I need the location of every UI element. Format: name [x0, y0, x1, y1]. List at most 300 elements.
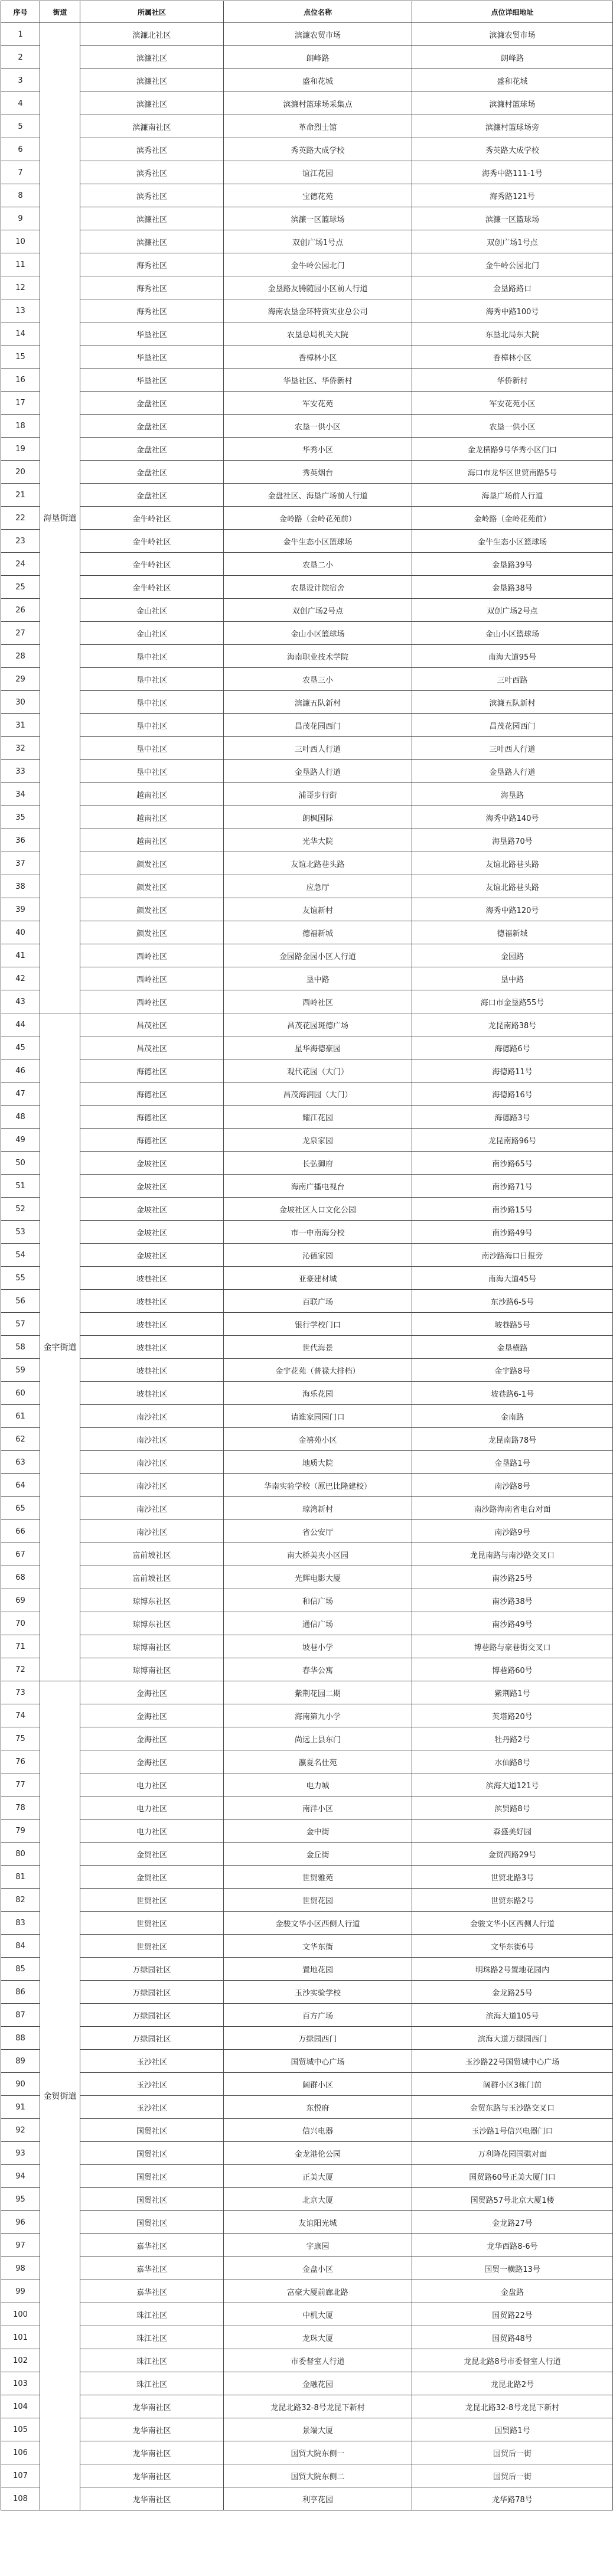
cell-no: 78 [1, 1796, 40, 1819]
cell-address: 南沙路9号 [412, 1520, 613, 1543]
cell-site: 北京大厦 [224, 2188, 412, 2211]
cell-site: 农垦一供小区 [224, 415, 412, 438]
cell-community: 电力社区 [80, 1819, 224, 1843]
cell-site: 文华东街 [224, 1935, 412, 1958]
table-row [1, 1175, 613, 1198]
cell-site: 滨濂村篮球场采集点 [224, 92, 412, 115]
cell-address: 博巷路60号 [412, 1658, 613, 1681]
cell-community: 垦中社区 [80, 645, 224, 668]
cell-address: 金贸西路29号 [412, 1843, 613, 1866]
cell-address: 香樟林小区 [412, 345, 613, 369]
table-row [1, 1796, 613, 1819]
cell-no: 56 [1, 1290, 40, 1313]
cell-site: 华南实验学校（原巴比隆建校） [224, 1474, 412, 1497]
cell-no: 98 [1, 2257, 40, 2280]
table-row [1, 138, 613, 161]
cell-no: 16 [1, 369, 40, 392]
cell-no: 104 [1, 2395, 40, 2418]
cell-no: 79 [1, 1819, 40, 1843]
cell-community: 龙华南社区 [80, 2395, 224, 2418]
cell-street: 海垦街道 [40, 23, 80, 1013]
cell-community: 国贸社区 [80, 2119, 224, 2142]
cell-community: 万绿园社区 [80, 2004, 224, 2027]
cell-no: 2 [1, 46, 40, 69]
table-row [1, 438, 613, 461]
table-row [1, 2188, 613, 2211]
cell-community: 珠江社区 [80, 2326, 224, 2349]
cell-no: 34 [1, 783, 40, 806]
table-row [1, 1082, 613, 1106]
cell-address: 玉沙路22号国贸城中心广场 [412, 2050, 613, 2073]
cell-community: 滨濂社区 [80, 230, 224, 253]
cell-site: 电力城 [224, 1773, 412, 1796]
cell-community: 嘉华社区 [80, 2234, 224, 2257]
cell-community: 南沙社区 [80, 1428, 224, 1451]
cell-community: 金坡社区 [80, 1175, 224, 1198]
collection-sites-table [1, 1, 613, 2510]
cell-site: 南大桥美夹小区园 [224, 1543, 412, 1566]
cell-address: 国贸路1号 [412, 2418, 613, 2441]
cell-community: 金山社区 [80, 622, 224, 645]
cell-site: 金牛岭公园北门 [224, 253, 412, 276]
cell-no: 93 [1, 2142, 40, 2165]
cell-address: 龙昆南路78号 [412, 1428, 613, 1451]
cell-no: 8 [1, 184, 40, 207]
cell-address: 三叶西人行道 [412, 737, 613, 760]
cell-site: 地质大院 [224, 1451, 412, 1474]
cell-address: 国贸后一街 [412, 2464, 613, 2487]
table-row [1, 806, 613, 829]
cell-address: 水仙路8号 [412, 1750, 613, 1773]
cell-community: 世贸社区 [80, 1912, 224, 1935]
cell-community: 西岭社区 [80, 967, 224, 990]
cell-address: 友谊北路巷头路 [412, 875, 613, 898]
cell-site: 垦中路 [224, 967, 412, 990]
cell-no: 26 [1, 599, 40, 622]
cell-no: 94 [1, 2165, 40, 2188]
cell-site: 金盘小区 [224, 2257, 412, 2280]
table-row [1, 1750, 613, 1773]
cell-address: 博巷路与豪巷街交叉口 [412, 1635, 613, 1658]
cell-no: 30 [1, 691, 40, 714]
cell-site: 昌茂花园西门 [224, 714, 412, 737]
cell-community: 万绿园社区 [80, 2027, 224, 2050]
cell-community: 国贸社区 [80, 2188, 224, 2211]
cell-no: 10 [1, 230, 40, 253]
cell-no: 18 [1, 415, 40, 438]
cell-address: 国贸路60号正美大厦门口 [412, 2165, 613, 2188]
cell-address: 南海大道95号 [412, 645, 613, 668]
cell-no: 86 [1, 1981, 40, 2004]
cell-no: 66 [1, 1520, 40, 1543]
cell-address: 滨海大道万绿园西门 [412, 2027, 613, 2050]
cell-no: 72 [1, 1658, 40, 1681]
cell-site: 星华海德豪园 [224, 1036, 412, 1059]
cell-no: 106 [1, 2441, 40, 2464]
cell-site: 革命烈士馆 [224, 115, 412, 138]
cell-community: 琼博南社区 [80, 1635, 224, 1658]
table-row [1, 2142, 613, 2165]
cell-community: 金坡社区 [80, 1198, 224, 1221]
table-row [1, 1589, 613, 1612]
table-row [1, 760, 613, 783]
cell-address: 金园路 [412, 944, 613, 967]
cell-site: 双创广场1号点 [224, 230, 412, 253]
cell-address: 国贸路48号 [412, 2326, 613, 2349]
cell-site: 金丘街 [224, 1843, 412, 1866]
cell-community: 珠江社区 [80, 2303, 224, 2326]
cell-site: 东悦府 [224, 2096, 412, 2119]
cell-site: 观代花园（大门） [224, 1059, 412, 1082]
cell-site: 春华公寓 [224, 1658, 412, 1681]
cell-site: 龙昆北路32-8号龙昆下新村 [224, 2395, 412, 2418]
cell-no: 85 [1, 1958, 40, 1981]
cell-address: 南海大道45号 [412, 1267, 613, 1290]
cell-site: 农垦三小 [224, 668, 412, 691]
cell-address: 海德路16号 [412, 1082, 613, 1106]
cell-address: 海德路6号 [412, 1036, 613, 1059]
cell-community: 嘉华社区 [80, 2280, 224, 2303]
cell-site: 农垦总局机关大院 [224, 322, 412, 345]
table-row [1, 875, 613, 898]
cell-site: 正美大厦 [224, 2165, 412, 2188]
cell-no: 29 [1, 668, 40, 691]
cell-community: 金海社区 [80, 1704, 224, 1727]
cell-no: 42 [1, 967, 40, 990]
cell-address: 海垦广场前人行道 [412, 484, 613, 507]
table-row [1, 2464, 613, 2487]
cell-site: 市一中南海分校 [224, 1221, 412, 1244]
cell-site: 亚豪建材城 [224, 1267, 412, 1290]
cell-community: 海德社区 [80, 1106, 224, 1129]
cell-site: 秀英路大成学校 [224, 138, 412, 161]
header-street: 街道 [40, 1, 80, 23]
cell-community: 南沙社区 [80, 1474, 224, 1497]
table-row [1, 1543, 613, 1566]
cell-address: 海秀路121号 [412, 184, 613, 207]
cell-no: 27 [1, 622, 40, 645]
cell-community: 金盘社区 [80, 461, 224, 484]
table-row [1, 1267, 613, 1290]
cell-site: 金融花园 [224, 2372, 412, 2395]
cell-no: 63 [1, 1451, 40, 1474]
cell-site: 国贸大院东侧二 [224, 2464, 412, 2487]
cell-no: 46 [1, 1059, 40, 1082]
cell-address: 国贸后一街 [412, 2441, 613, 2464]
cell-no: 36 [1, 829, 40, 852]
cell-community: 昌茂社区 [80, 1036, 224, 1059]
cell-address: 滨濂村篮球场 [412, 92, 613, 115]
cell-address: 金贸东路与玉沙路交叉口 [412, 2096, 613, 2119]
cell-address: 坡巷路5号 [412, 1313, 613, 1336]
cell-site: 昌茂海润园（大门） [224, 1082, 412, 1106]
table-row [1, 2303, 613, 2326]
cell-address: 双创广场2号点 [412, 599, 613, 622]
cell-site: 西岭社区 [224, 990, 412, 1013]
cell-community: 国贸社区 [80, 2142, 224, 2165]
cell-no: 5 [1, 115, 40, 138]
cell-no: 73 [1, 1681, 40, 1704]
cell-community: 颜发社区 [80, 852, 224, 875]
table-row [1, 92, 613, 115]
cell-community: 越南社区 [80, 806, 224, 829]
table-row [1, 990, 613, 1013]
cell-community: 世贸社区 [80, 1889, 224, 1912]
cell-community: 金海社区 [80, 1750, 224, 1773]
cell-site: 滨濂一区篮球场 [224, 207, 412, 230]
cell-community: 金牛岭社区 [80, 530, 224, 553]
table-row [1, 645, 613, 668]
cell-site: 海乐花园 [224, 1382, 412, 1405]
cell-no: 82 [1, 1889, 40, 1912]
cell-site: 华秀小区 [224, 438, 412, 461]
table-row [1, 253, 613, 276]
cell-site: 金骏文华小区西侧人行道 [224, 1912, 412, 1935]
cell-community: 金贸社区 [80, 1866, 224, 1889]
cell-address: 龙昆南路38号 [412, 1013, 613, 1036]
cell-site: 银行学校门口 [224, 1313, 412, 1336]
cell-address: 东沙路6-5号 [412, 1290, 613, 1313]
cell-no: 50 [1, 1152, 40, 1175]
cell-no: 12 [1, 276, 40, 299]
cell-community: 国贸社区 [80, 2211, 224, 2234]
cell-no: 14 [1, 322, 40, 345]
cell-no: 65 [1, 1497, 40, 1520]
cell-community: 金海社区 [80, 1727, 224, 1750]
table-row [1, 1958, 613, 1981]
cell-community: 颜发社区 [80, 875, 224, 898]
cell-community: 西岭社区 [80, 990, 224, 1013]
cell-community: 滨秀社区 [80, 184, 224, 207]
cell-no: 4 [1, 92, 40, 115]
cell-community: 滨濂社区 [80, 69, 224, 92]
cell-site: 世代海景 [224, 1336, 412, 1359]
cell-site: 市委督室人行道 [224, 2349, 412, 2372]
cell-community: 世贸社区 [80, 1935, 224, 1958]
cell-address: 坡巷路6-1号 [412, 1382, 613, 1405]
table-row [1, 1382, 613, 1405]
cell-no: 95 [1, 2188, 40, 2211]
table-row [1, 276, 613, 299]
table-row [1, 207, 613, 230]
cell-site: 琼湾新村 [224, 1497, 412, 1520]
cell-address: 海德路11号 [412, 1059, 613, 1082]
cell-community: 嘉华社区 [80, 2257, 224, 2280]
cell-no: 71 [1, 1635, 40, 1658]
header-no: 序号 [1, 1, 40, 23]
cell-address: 万利隆花园国骐对面 [412, 2142, 613, 2165]
table-row [1, 1866, 613, 1889]
cell-no: 62 [1, 1428, 40, 1451]
cell-no: 28 [1, 645, 40, 668]
cell-address: 朗峰路 [412, 46, 613, 69]
cell-community: 金盘社区 [80, 415, 224, 438]
table-row [1, 1290, 613, 1313]
table-row [1, 1912, 613, 1935]
cell-address: 滨海大道121号 [412, 1773, 613, 1796]
cell-no: 101 [1, 2326, 40, 2349]
cell-community: 南沙社区 [80, 1451, 224, 1474]
cell-address: 金垦路路口 [412, 276, 613, 299]
cell-no: 6 [1, 138, 40, 161]
cell-site: 紫荆花园二期 [224, 1681, 412, 1704]
table-row [1, 23, 613, 46]
table-row [1, 921, 613, 944]
cell-address: 海德路3号 [412, 1106, 613, 1129]
table-row [1, 576, 613, 599]
table-row [1, 415, 613, 438]
cell-address: 南沙路海口日报旁 [412, 1244, 613, 1267]
cell-site: 军安花苑 [224, 392, 412, 415]
cell-no: 52 [1, 1198, 40, 1221]
cell-address: 阔群小区3栋门前 [412, 2073, 613, 2096]
cell-no: 59 [1, 1359, 40, 1382]
table-row [1, 599, 613, 622]
cell-site: 坡巷小学 [224, 1635, 412, 1658]
cell-no: 24 [1, 553, 40, 576]
table-row [1, 1013, 613, 1036]
cell-community: 海秀社区 [80, 253, 224, 276]
cell-community: 垦中社区 [80, 760, 224, 783]
cell-no: 99 [1, 2280, 40, 2303]
cell-no: 17 [1, 392, 40, 415]
cell-no: 68 [1, 1566, 40, 1589]
cell-community: 坡巷社区 [80, 1267, 224, 1290]
cell-site: 光华大院 [224, 829, 412, 852]
cell-address: 金龙路27号 [412, 2211, 613, 2234]
cell-community: 富前坡社区 [80, 1543, 224, 1566]
cell-address: 南沙路25号 [412, 1566, 613, 1589]
table-row [1, 2418, 613, 2441]
cell-community: 海秀社区 [80, 299, 224, 322]
cell-site: 金山小区篮球场 [224, 622, 412, 645]
cell-address: 金龙横路9号华秀小区门口 [412, 438, 613, 461]
table-row [1, 2372, 613, 2395]
cell-community: 越南社区 [80, 829, 224, 852]
cell-site: 尚远上县东门 [224, 1727, 412, 1750]
cell-no: 35 [1, 806, 40, 829]
cell-address: 昌茂花园西门 [412, 714, 613, 737]
cell-address: 三叶西路 [412, 668, 613, 691]
table-row [1, 507, 613, 530]
cell-no: 70 [1, 1612, 40, 1635]
cell-address: 龙昆南路96号 [412, 1129, 613, 1152]
table-row [1, 1451, 613, 1474]
cell-site: 农垦设计院宿舍 [224, 576, 412, 599]
cell-community: 坡巷社区 [80, 1382, 224, 1405]
cell-no: 76 [1, 1750, 40, 1773]
cell-address: 金宇路8号 [412, 1359, 613, 1382]
table-row [1, 1935, 613, 1958]
cell-site: 金禧苑小区 [224, 1428, 412, 1451]
table-row [1, 829, 613, 852]
table-row [1, 1244, 613, 1267]
cell-address: 金牛生态小区篮球场 [412, 530, 613, 553]
cell-address: 海秀中路111-1号 [412, 161, 613, 184]
cell-address: 南沙路65号 [412, 1152, 613, 1175]
cell-address: 南沙路49号 [412, 1612, 613, 1635]
cell-no: 80 [1, 1843, 40, 1866]
cell-no: 13 [1, 299, 40, 322]
cell-address: 华侨新村 [412, 369, 613, 392]
cell-site: 友谊阳光城 [224, 2211, 412, 2234]
cell-no: 41 [1, 944, 40, 967]
cell-site: 玉沙实验学校 [224, 1981, 412, 2004]
cell-site: 滨濂五队新村 [224, 691, 412, 714]
cell-community: 龙华南社区 [80, 2418, 224, 2441]
cell-site: 金牛生态小区篮球场 [224, 530, 412, 553]
table-row [1, 115, 613, 138]
table-row [1, 668, 613, 691]
table-row [1, 1981, 613, 2004]
table-row [1, 2050, 613, 2073]
cell-no: 83 [1, 1912, 40, 1935]
table-row [1, 2487, 613, 2510]
table-row [1, 553, 613, 576]
cell-site: 朗峰路 [224, 46, 412, 69]
cell-site: 友谊北路巷头路 [224, 852, 412, 875]
table-row [1, 1221, 613, 1244]
cell-no: 20 [1, 461, 40, 484]
cell-address: 龙昆北路2号 [412, 2372, 613, 2395]
cell-address: 东垦北局东大院 [412, 322, 613, 345]
cell-site: 置地花园 [224, 1958, 412, 1981]
table-row [1, 1819, 613, 1843]
cell-address: 海秀中路140号 [412, 806, 613, 829]
cell-address: 滨濂五队新村 [412, 691, 613, 714]
cell-no: 7 [1, 161, 40, 184]
cell-no: 84 [1, 1935, 40, 1958]
cell-site: 金盘社区、海垦广场前人行道 [224, 484, 412, 507]
cell-no: 48 [1, 1106, 40, 1129]
cell-community: 金坡社区 [80, 1244, 224, 1267]
cell-address: 秀英路大成学校 [412, 138, 613, 161]
cell-address: 国贸路22号 [412, 2303, 613, 2326]
cell-address: 双创广场1号点 [412, 230, 613, 253]
cell-address: 牡丹路2号 [412, 1727, 613, 1750]
table-row [1, 530, 613, 553]
header-site: 点位名称 [224, 1, 412, 23]
cell-address: 滨濂村篮球场旁 [412, 115, 613, 138]
cell-no: 53 [1, 1221, 40, 1244]
table-row [1, 1036, 613, 1059]
cell-no: 38 [1, 875, 40, 898]
cell-address: 金垦路1号 [412, 1451, 613, 1474]
cell-no: 90 [1, 2073, 40, 2096]
table-row [1, 2257, 613, 2280]
cell-no: 49 [1, 1129, 40, 1152]
cell-no: 40 [1, 921, 40, 944]
cell-community: 玉沙社区 [80, 2050, 224, 2073]
cell-community: 坡巷社区 [80, 1290, 224, 1313]
cell-no: 1 [1, 23, 40, 46]
table-row [1, 1612, 613, 1635]
cell-community: 滨秀社区 [80, 138, 224, 161]
table-row [1, 1359, 613, 1382]
header-address: 点位详细地址 [412, 1, 613, 23]
cell-site: 秀英烟台 [224, 461, 412, 484]
cell-address: 金垦路39号 [412, 553, 613, 576]
cell-site: 三叶西人行道 [224, 737, 412, 760]
cell-community: 金贸社区 [80, 1843, 224, 1866]
cell-no: 57 [1, 1313, 40, 1336]
cell-community: 玉沙社区 [80, 2096, 224, 2119]
cell-community: 垦中社区 [80, 668, 224, 691]
cell-site: 金垦路友腾随园小区前人行道 [224, 276, 412, 299]
cell-site: 瀛夏名仕苑 [224, 1750, 412, 1773]
cell-community: 龙华南社区 [80, 2487, 224, 2510]
cell-community: 滨濂社区 [80, 207, 224, 230]
